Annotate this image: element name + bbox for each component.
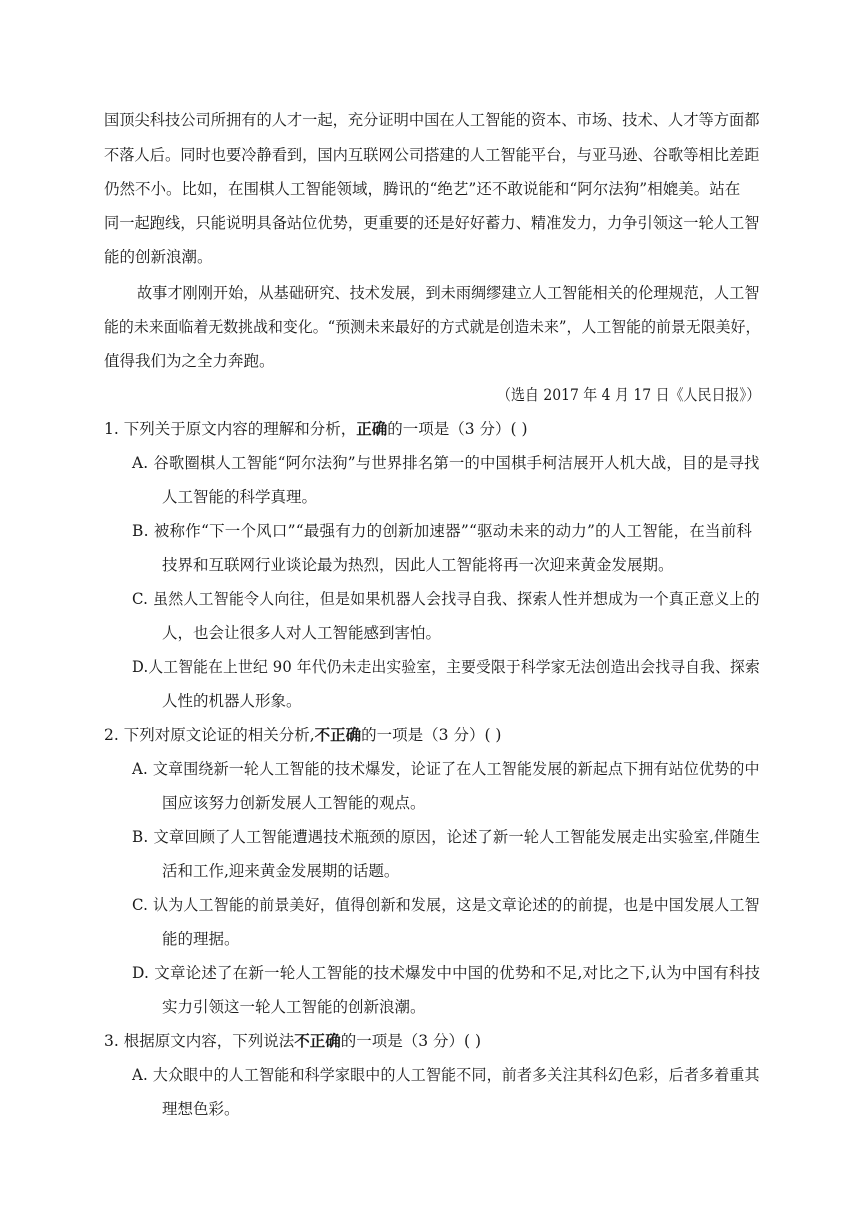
passage-line: 能的未来面临着无数挑战和变化。“预测未来最好的方式就是创造未来”，人工智能的前景无限美好， <box>104 318 761 336</box>
option-d-line2: 人性的机器人形象。 <box>162 692 302 710</box>
question-stem-post: 的一项是（3 分）( ) <box>387 420 528 438</box>
question-stem <box>104 1030 481 1052</box>
passage-line: 同一起跑线，只能说明具备站位优势，更重要的还是好好蓄力、精准发力，力争引领这一轮人工智 <box>104 214 760 232</box>
question-stem-emphasis: 不正确 <box>314 725 362 744</box>
option-b-line1: B. 被称作“下一个风口”“最强有力的创新加速器”“驱动未来的动力”的人工智能，在当前科 <box>132 522 753 540</box>
question-stem-post: 的一项是（3 分）( ) <box>340 1032 482 1050</box>
source-citation: （选自 2017 年 4 月 17 日《人民日报》） <box>497 386 761 404</box>
passage-line: 能的创新浪潮。 <box>104 248 213 266</box>
option-a-line1: A. 文章围绕新一轮人工智能的技术爆发，论证了在人工智能发展的新起点下拥有站位优势的中 <box>132 760 760 778</box>
question-stem-emphasis: 不正确 <box>294 1031 341 1050</box>
question-stem-emphasis: 正确 <box>356 419 388 438</box>
question-stem <box>104 418 528 440</box>
passage-line: 仍然不小。比如，在围棋人工智能领域，腾讯的“绝艺”还不敢说能和“阿尔法狗”相媲美。站在 <box>104 180 741 198</box>
option-a-line1: A. 谷歌圈棋人工智能“阿尔法狗”与世界排名第一的中国棋手柯洁展开人机大战，目的是寻找 <box>132 454 760 472</box>
passage-line: 故事才刚刚开始，从基础研究、技术发展，到未雨绸缪建立人工智能相关的伦理规范，人工智 <box>137 284 760 302</box>
passage-line: 国顶尖科技公司所拥有的人才一起，充分证明中国在人工智能的资本、市场、技术、人才等方面都 <box>104 111 760 129</box>
question-stem-pre: 3. 根据原文内容，下列说法 <box>104 1032 295 1050</box>
option-d-line1: D. 文章论述了在新一轮人工智能的技术爆发中中国的优势和不足,对比之下,认为中国有科技 <box>132 964 761 982</box>
question-stem <box>104 724 501 746</box>
question-stem-pre: 1. 下列关于原文内容的理解和分析， <box>104 420 357 438</box>
passage-line: 不落人后。同时也要冷静看到，国内互联网公司搭建的人工智能平台，与亚马逊、谷歌等相比差距 <box>104 146 760 164</box>
option-a-line2: 人工智能的科学真理。 <box>162 488 318 506</box>
option-b-line1: B. 文章回顾了人工智能遭遇技术瓶颈的原因，论述了新一轮人工智能发展走出实验室,伴随生 <box>132 828 761 846</box>
option-c-line2: 能的理据。 <box>162 930 240 948</box>
question-stem-pre: 2. 下列对原文论证的相关分析, <box>104 726 315 744</box>
question-stem-post: 的一项是（3 分）( ) <box>361 726 502 744</box>
option-c-line1: C. 虽然人工智能令人向往，但是如果机器人会找寻自我、探索人性并想成为一个真正意义上的 <box>132 590 760 608</box>
option-a-line2: 理想色彩。 <box>162 1100 240 1118</box>
option-b-line2: 活和工作,迎来黄金发展期的话题。 <box>162 862 400 880</box>
option-c-line1: C. 认为人工智能的前景美好，值得创新和发展，这是文章论述的的前提，也是中国发展人工智 <box>132 896 760 914</box>
option-a-line2: 国应该努力创新发展人工智能的观点。 <box>162 794 426 812</box>
option-a-line1: A. 大众眼中的人工智能和科学家眼中的人工智能不同，前者多关注其科幻色彩，后者多着重其 <box>132 1066 760 1084</box>
option-d-line2: 实力引领这一轮人工智能的创新浪潮。 <box>162 998 426 1016</box>
option-d-line1: D.人工智能在上世纪 90 年代仍未走出实验室，主要受限于科学家无法创造出会找寻自我、探索 <box>132 658 760 676</box>
option-b-line2: 技界和互联网行业谈论最为热烈，因此人工智能将再一次迎来黄金发展期。 <box>162 556 674 574</box>
passage-line: 值得我们为之全力奔跑。 <box>104 352 275 370</box>
option-c-line2: 人，也会让很多人对人工智能感到害怕。 <box>162 624 442 642</box>
